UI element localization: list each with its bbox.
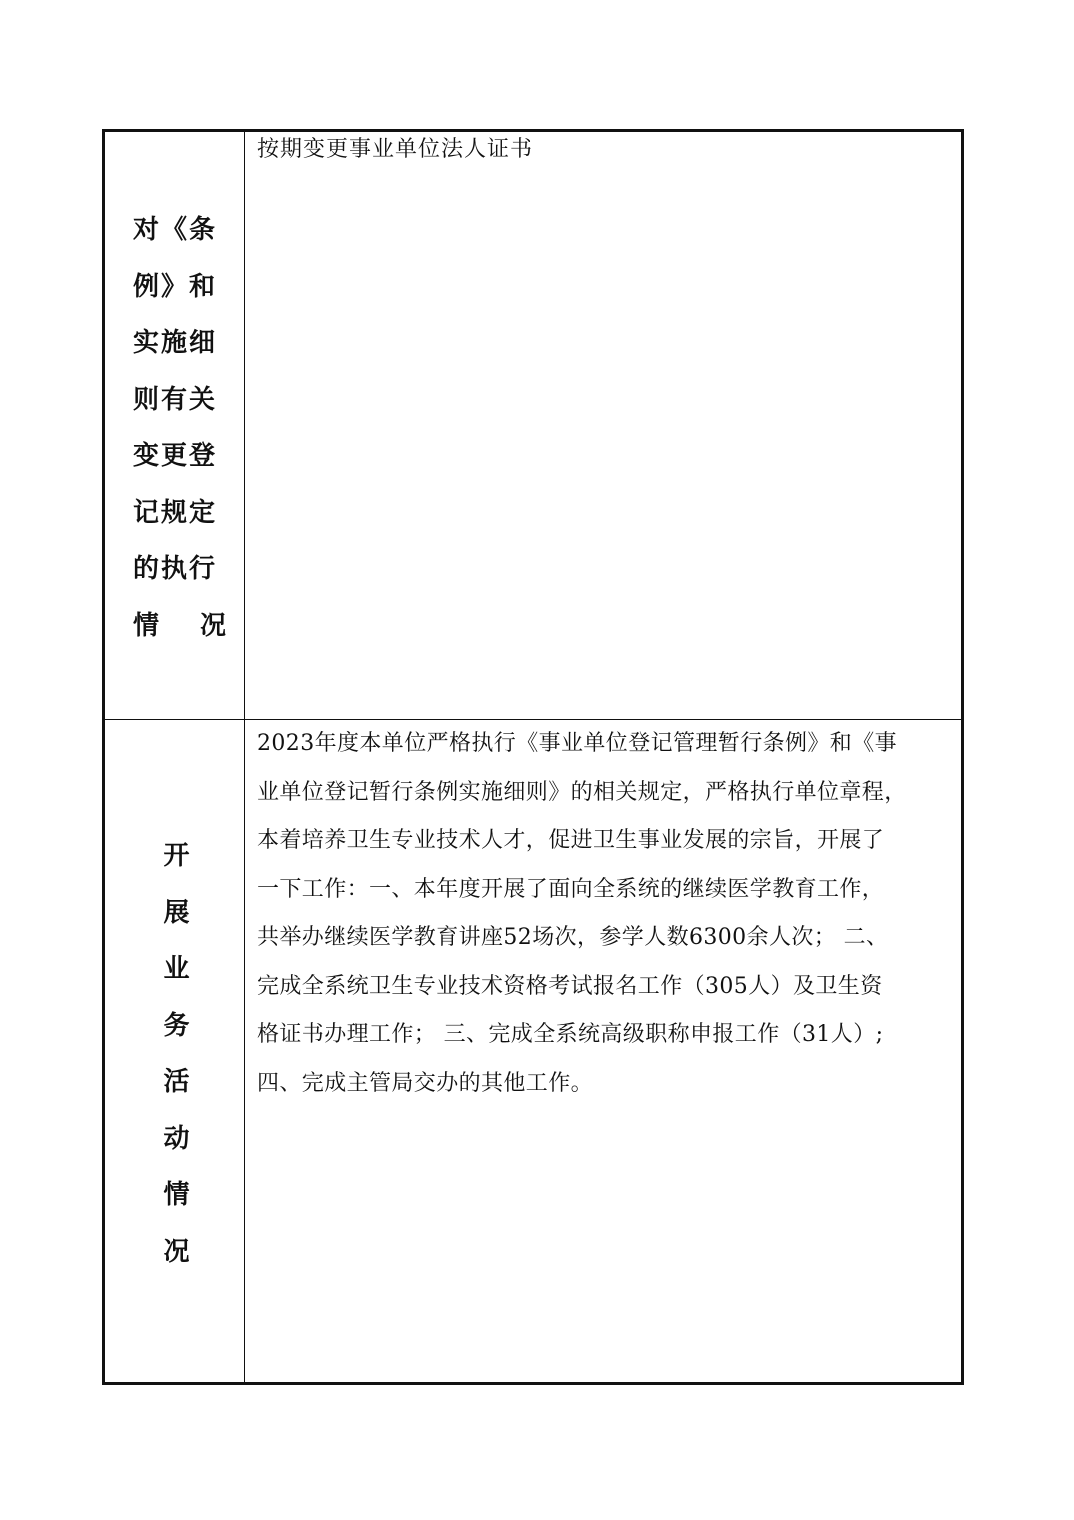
row-label-line: 则有关 <box>133 384 218 415</box>
row-content-business-activities <box>257 720 953 1108</box>
table-row-business-activities <box>105 720 961 1382</box>
column-divider <box>244 132 245 719</box>
paragraph-line: 共举办继续医学教育讲座52场次，参学人数6300余人次； 二、 <box>257 925 889 950</box>
row-label-char: 活 <box>163 1067 190 1097</box>
row-label-line: 实施细 <box>133 328 218 358</box>
row-label-char: 展 <box>163 897 190 928</box>
row-label-line: 情 况 <box>133 610 229 641</box>
row-label-change-registration <box>105 202 244 654</box>
paragraph-line: 本着培养卫生专业技术人才，促进卫生事业发展的宗旨，开展了 <box>257 828 885 853</box>
row-label-char: 况 <box>163 1236 190 1267</box>
row-label-line: 变更登 <box>133 441 218 471</box>
row-label-char: 开 <box>163 841 190 871</box>
paragraph-line: 格证书办理工作； 三、完成全系统高级职称申报工作（31人）; <box>257 1022 884 1047</box>
paragraph-line: 完成全系统卫生专业技术资格考试报名工作（305人）及卫生资 <box>257 973 883 999</box>
row-label-line: 对《条 <box>133 215 218 245</box>
column-divider <box>244 720 245 1382</box>
paragraph-line: 一下工作：一、本年度开展了面向全系统的继续医学教育工作， <box>257 876 885 902</box>
row-label-business-activities <box>105 828 244 1280</box>
table-row-change-registration <box>105 132 961 720</box>
paragraph-line: 业单位登记暂行条例实施细则》的相关规定，严格执行单位章程， <box>257 779 907 805</box>
row-label-line: 记规定 <box>133 497 218 528</box>
report-table <box>102 129 964 1385</box>
paragraph-line: 2023年度本单位严格执行《事业单位登记管理暂行条例》和《事 <box>257 731 897 756</box>
row-label-char: 业 <box>163 954 190 984</box>
row-label-line: 例》和 <box>133 271 218 302</box>
paragraph-line: 四、完成主管局交办的其他工作。 <box>257 1070 594 1096</box>
row-label-char: 务 <box>163 1010 190 1041</box>
row-label-line: 的执行 <box>133 554 218 584</box>
row-content-change-registration: 按期变更事业单位法人证书 <box>257 137 534 162</box>
row-label-char: 情 <box>163 1180 190 1210</box>
row-label-char: 动 <box>163 1123 190 1154</box>
